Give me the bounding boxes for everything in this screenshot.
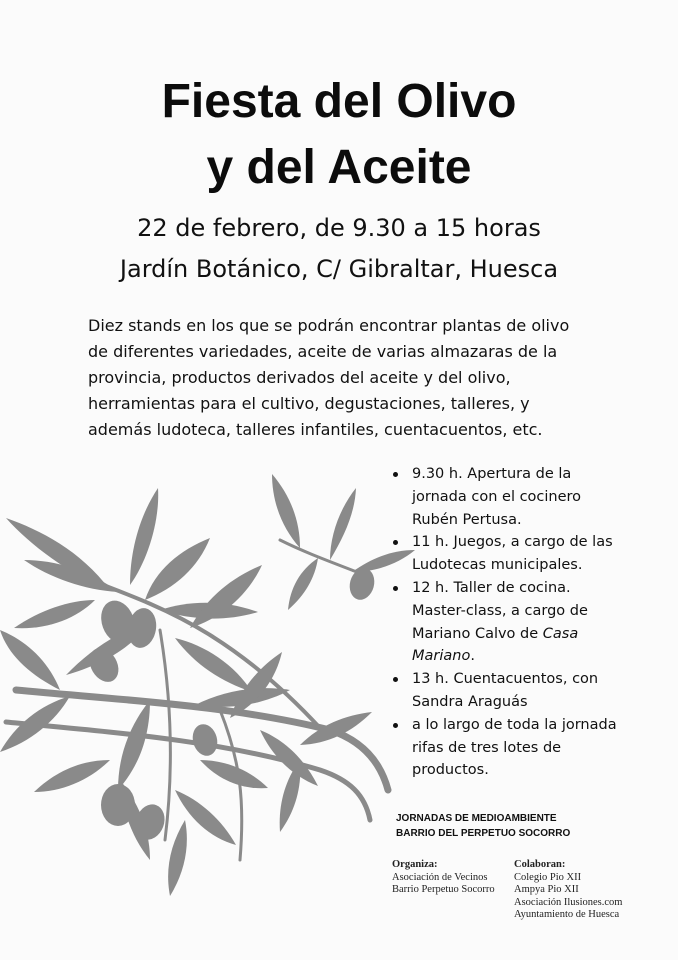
collaborators-heading: Colaboran: [514, 859, 566, 870]
schedule-line [412, 623, 656, 646]
schedule-item [386, 668, 656, 714]
organizer-line: Asociación de Vecinos [392, 871, 488, 883]
olive-branch-icon [0, 460, 420, 900]
schedule-line: 9.30 h. Apertura de la [412, 466, 572, 482]
collaborator-line: Colegio Pio XII [514, 871, 582, 883]
restaurant-name-part: Casa [542, 625, 579, 642]
title-line-1: Fiesta del Olivo [161, 75, 517, 128]
schedule-item [386, 577, 656, 668]
jornadas-line: BARRIO DEL PERPETUO SOCORRO [396, 828, 571, 839]
schedule-line: a lo largo de toda la jornada [412, 716, 617, 733]
collaborator-line: Ampya Pio XII [514, 884, 579, 896]
description-line: Diez stands en los que se podrán encontrar plantas de olivo [88, 316, 570, 335]
schedule-line: 12 h. Taller de cocina. [412, 579, 571, 596]
schedule-item [386, 463, 656, 531]
description-line: además ludoteca, talleres infantiles, cuentacuentos, etc. [88, 420, 543, 439]
schedule-line [412, 645, 656, 668]
schedule-line: jornada con el cocinero [412, 488, 582, 505]
description-line: provincia, productos derivados del aceite y del olivo, [88, 368, 511, 387]
schedule-line: productos. [412, 762, 489, 779]
description-line: de diferentes variedades, aceite de varias almazaras de la [88, 342, 558, 361]
organizer-heading: Organiza: [392, 859, 438, 870]
schedule-text: Mariano Calvo de [412, 625, 539, 642]
schedule-line: 11 h. Juegos, a cargo de las [412, 534, 613, 551]
organizer-line: Barrio Perpetuo Socorro [392, 884, 495, 896]
restaurant-name-part: Mariano [412, 648, 471, 665]
title-line-2: y del Aceite [206, 141, 472, 194]
jornadas-label [396, 811, 570, 841]
schedule-line: Master-class, a cargo de [412, 602, 588, 619]
schedule-list [386, 463, 656, 782]
organizer-block [392, 859, 495, 897]
description-line: herramientas para el cultivo, degustaciones, talleres, y [88, 394, 530, 413]
schedule-line: Sandra Araguás [412, 693, 528, 710]
schedule-line: 13 h. Cuentacuentos, con [412, 671, 599, 688]
schedule-line: Ludotecas municipales. [412, 557, 583, 574]
event-location: Jardín Botánico, C/ Gibraltar, Huesca [119, 255, 559, 283]
schedule-line: rifas de tres lotes de [412, 739, 562, 756]
collaborators-block [514, 859, 622, 922]
event-description [88, 313, 608, 443]
schedule-text: . [470, 648, 475, 665]
jornadas-line: JORNADAS DE MEDIOAMBIENTE [396, 813, 557, 824]
schedule-item [386, 714, 656, 782]
schedule-item [386, 531, 656, 577]
collaborator-line: Ayuntamiento de Huesca [514, 909, 620, 921]
schedule-line: Rubén Pertusa. [412, 511, 522, 528]
collaborator-line: Asociación Ilusiones.com [514, 896, 623, 908]
event-date: 22 de febrero, de 9.30 a 15 horas [137, 214, 541, 242]
